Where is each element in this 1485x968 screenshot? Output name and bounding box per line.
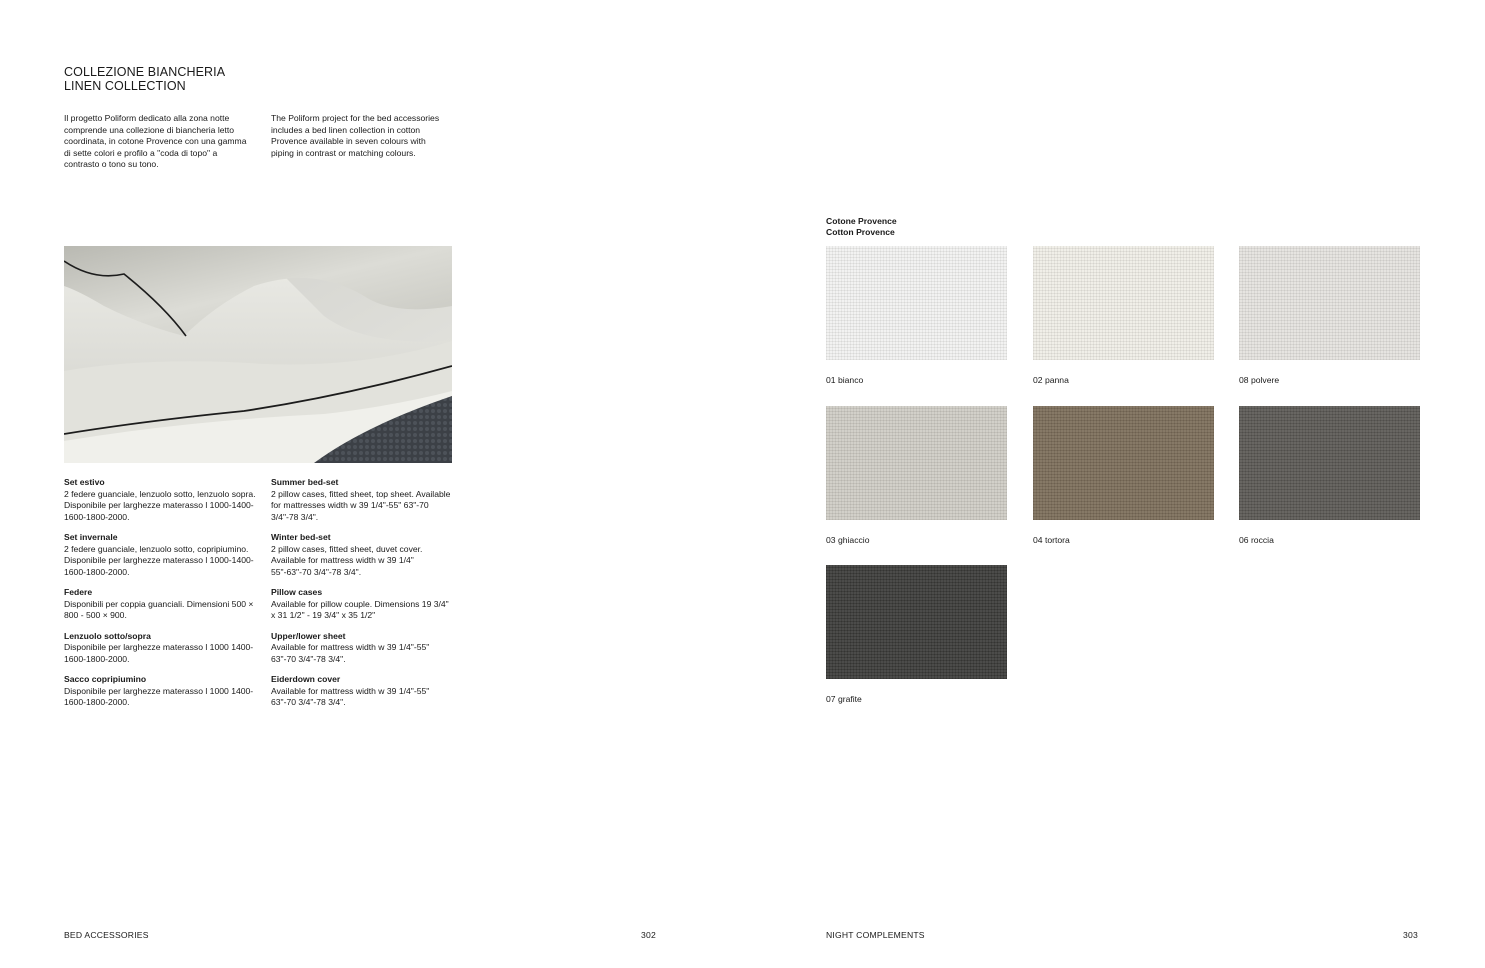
list-item bbox=[64, 477, 256, 523]
item-heading: Lenzuolo sotto/sopra bbox=[64, 630, 151, 641]
fabric-heading bbox=[826, 216, 897, 238]
item-heading: Sacco copripiumino bbox=[64, 674, 147, 684]
item-text: Available for mattress width w 39 1/4"-55" 63"-70 3/4"-78 3/4". bbox=[271, 642, 430, 664]
fabric-heading-italian: Cotone Provence bbox=[826, 216, 897, 226]
list-item bbox=[64, 532, 256, 578]
swatch-06-roccia bbox=[1239, 406, 1420, 520]
list-item bbox=[271, 631, 453, 666]
item-text: Available for mattress width w 39 1/4"-55" 63"-70 3/4"-78 3/4". bbox=[271, 685, 430, 707]
page-number-left: 302 bbox=[641, 930, 656, 940]
swatch-02-panna bbox=[1033, 246, 1214, 360]
swatch-label: 08 polvere bbox=[1239, 375, 1280, 385]
list-item bbox=[64, 631, 256, 666]
item-heading: Federe bbox=[64, 587, 93, 597]
item-heading: Upper/lower sheet bbox=[271, 630, 346, 641]
swatch-03-ghiaccio bbox=[826, 406, 1007, 520]
swatch-label: 01 bianco bbox=[826, 375, 864, 385]
item-text: Disponibile per larghezze materasso l 1000 1400-1600-1800-2000. bbox=[64, 685, 254, 707]
title-italian: COLLEZIONE BIANCHERIA bbox=[64, 65, 226, 79]
bed-linen-photo bbox=[64, 246, 452, 463]
swatch-label: 07 grafite bbox=[826, 694, 862, 704]
swatch-label: 04 tortora bbox=[1033, 535, 1070, 545]
list-item bbox=[271, 477, 453, 523]
items-italian bbox=[64, 477, 256, 718]
item-text: 2 federe guanciale, lenzuolo sotto, copripiumino. Disponibile per larghezze materasso l 1000-1400-1600-1800-2000. bbox=[64, 543, 254, 577]
intro-italian: Il progetto Poliform dedicato alla zona notte comprende una collezione di biancheria letto coordinata, in cotone Provence con una gamma di sette colori e profilo a "coda di topo" a contrasto o tono su tono. bbox=[64, 113, 247, 169]
item-heading: Set estivo bbox=[64, 477, 105, 487]
intro-english: The Poliform project for the bed accessories includes a bed linen collection in cotton Provence available in seven colours with piping in contrast or matching colours. bbox=[271, 113, 440, 158]
list-item bbox=[271, 587, 453, 622]
fabric-heading-english: Cotton Provence bbox=[826, 227, 895, 237]
item-text: 2 pillow cases, fitted sheet, duvet cover. Available for mattress width w 39 1/4" 55"-63"-70 3/4"-78 3/4". bbox=[271, 543, 423, 577]
swatch-label: 03 ghiaccio bbox=[826, 535, 870, 545]
list-item bbox=[64, 587, 256, 622]
item-text: Disponibile per larghezze materasso l 1000 1400-1600-1800-2000. bbox=[64, 642, 254, 664]
swatch-04-tortora bbox=[1033, 406, 1214, 520]
item-heading: Set invernale bbox=[64, 532, 118, 542]
footer-section-right: NIGHT COMPLEMENTS bbox=[826, 930, 925, 940]
list-item bbox=[271, 532, 453, 578]
item-heading: Eiderdown cover bbox=[271, 674, 341, 684]
item-text: 2 pillow cases, fitted sheet, top sheet. Available for mattresses width w 39 1/4"-55" 63"-70 3/4"-78 3/4". bbox=[271, 488, 451, 522]
item-heading: Summer bed-set bbox=[271, 477, 339, 487]
items-english bbox=[271, 477, 453, 718]
title-english: LINEN COLLECTION bbox=[64, 79, 186, 93]
item-text: Disponibili per coppia guanciali. Dimensioni 500 × 800 - 500 × 900. bbox=[64, 598, 254, 620]
swatch-label: 02 panna bbox=[1033, 375, 1069, 385]
footer-section-left: BED ACCESSORIES bbox=[64, 930, 149, 940]
collection-title bbox=[64, 65, 225, 93]
swatch-08-polvere bbox=[1239, 246, 1420, 360]
item-text: Available for pillow couple. Dimensions 19 3/4" x 31 1/2" - 19 3/4" x 35 1/2" bbox=[271, 598, 449, 620]
item-heading: Winter bed-set bbox=[271, 532, 331, 542]
page-number-right: 303 bbox=[1403, 930, 1418, 940]
list-item bbox=[64, 674, 256, 709]
item-text: 2 federe guanciale, lenzuolo sotto, lenzuolo sopra. Disponibile per larghezze materasso l 1000-1400-1600-1800-2000. bbox=[64, 488, 256, 522]
item-heading: Pillow cases bbox=[271, 587, 323, 597]
swatch-07-grafite bbox=[826, 565, 1007, 679]
swatch-label: 06 roccia bbox=[1239, 535, 1274, 545]
list-item bbox=[271, 674, 453, 709]
swatch-01-bianco bbox=[826, 246, 1007, 360]
